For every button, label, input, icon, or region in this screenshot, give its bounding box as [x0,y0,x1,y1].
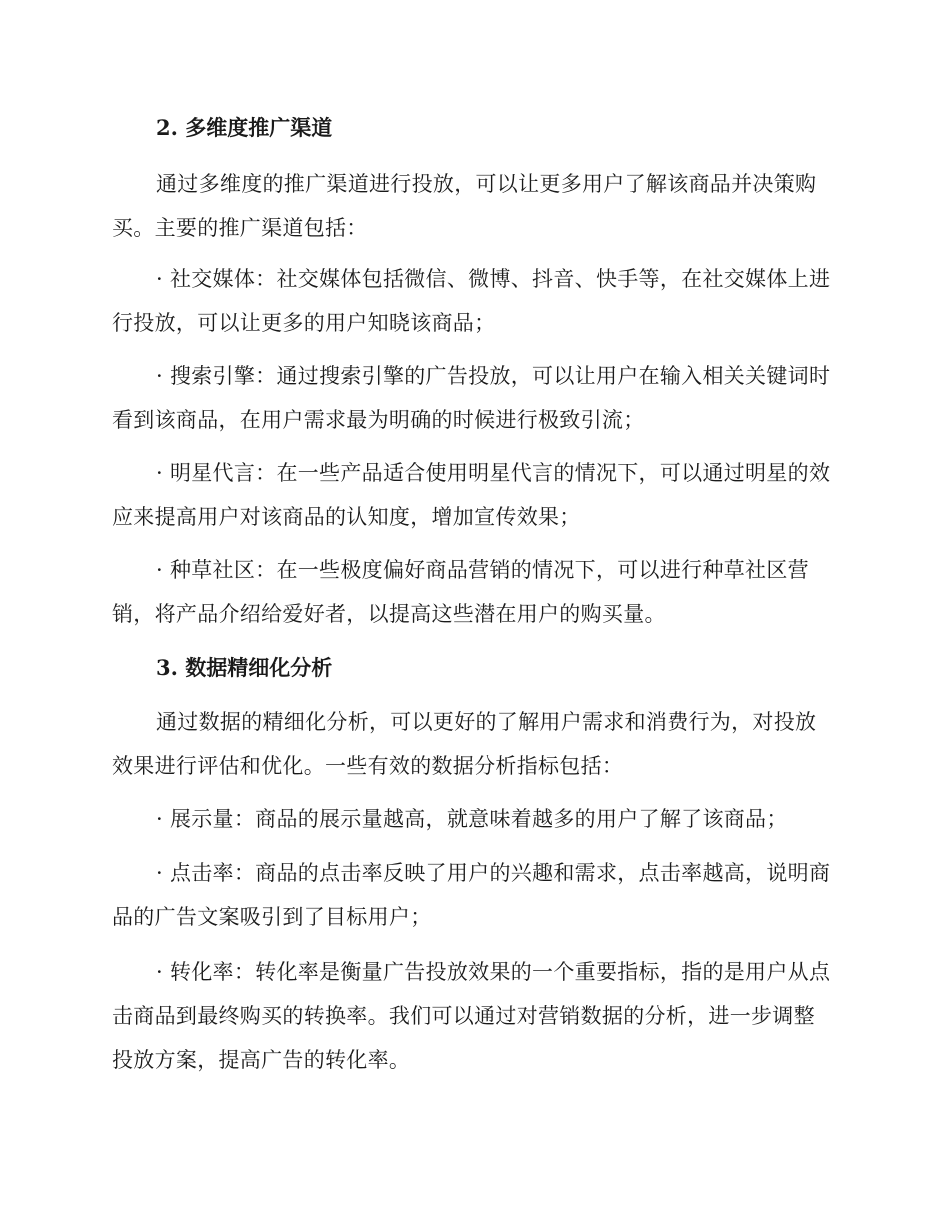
list-item: · 搜索引擎：通过搜索引擎的广告投放，可以让用户在输入相关关键词时看到该商品，在用户需求最为明确的时候进行极致引流； [112,364,831,432]
list-item: · 点击率：商品的点击率反映了用户的兴趣和需求，点击率越高，说明商品的广告文案吸引到了目标用户； [112,861,831,929]
section-heading: 3. 数据精细化分析 [156,655,333,680]
list-item: · 种草社区：在一些极度偏好商品营销的情况下，可以进行种草社区营销，将产品介绍给爱好者，以提高这些潜在用户的购买量。 [112,558,809,626]
list-item: · 转化率：转化率是衡量广告投放效果的一个重要指标，指的是用户从点击商品到最终购买的转换率。我们可以通过对营销数据的分析，进一步调整投放方案，提高广告的转化率。 [112,960,831,1072]
section-intro: 通过多维度的推广渠道进行投放，可以让更多用户了解该商品并决策购买。主要的推广渠道包括： [112,172,817,240]
list-item: · 明星代言：在一些产品适合使用明星代言的情况下，可以通过明星的效应来提高用户对该商品的认知度，增加宣传效果； [112,461,831,529]
section-intro: 通过数据的精细化分析，可以更好的了解用户需求和消费行为，对投放效果进行评估和优化。一些有效的数据分析指标包括： [112,710,817,778]
list-item: · 展示量：商品的展示量越高，就意味着越多的用户了解了该商品； [156,807,788,831]
list-item: · 社交媒体：社交媒体包括微信、微博、抖音、快手等，在社交媒体上进行投放，可以让更多的用户知晓该商品； [112,267,831,335]
section-heading: 2. 多维度推广渠道 [156,115,333,140]
